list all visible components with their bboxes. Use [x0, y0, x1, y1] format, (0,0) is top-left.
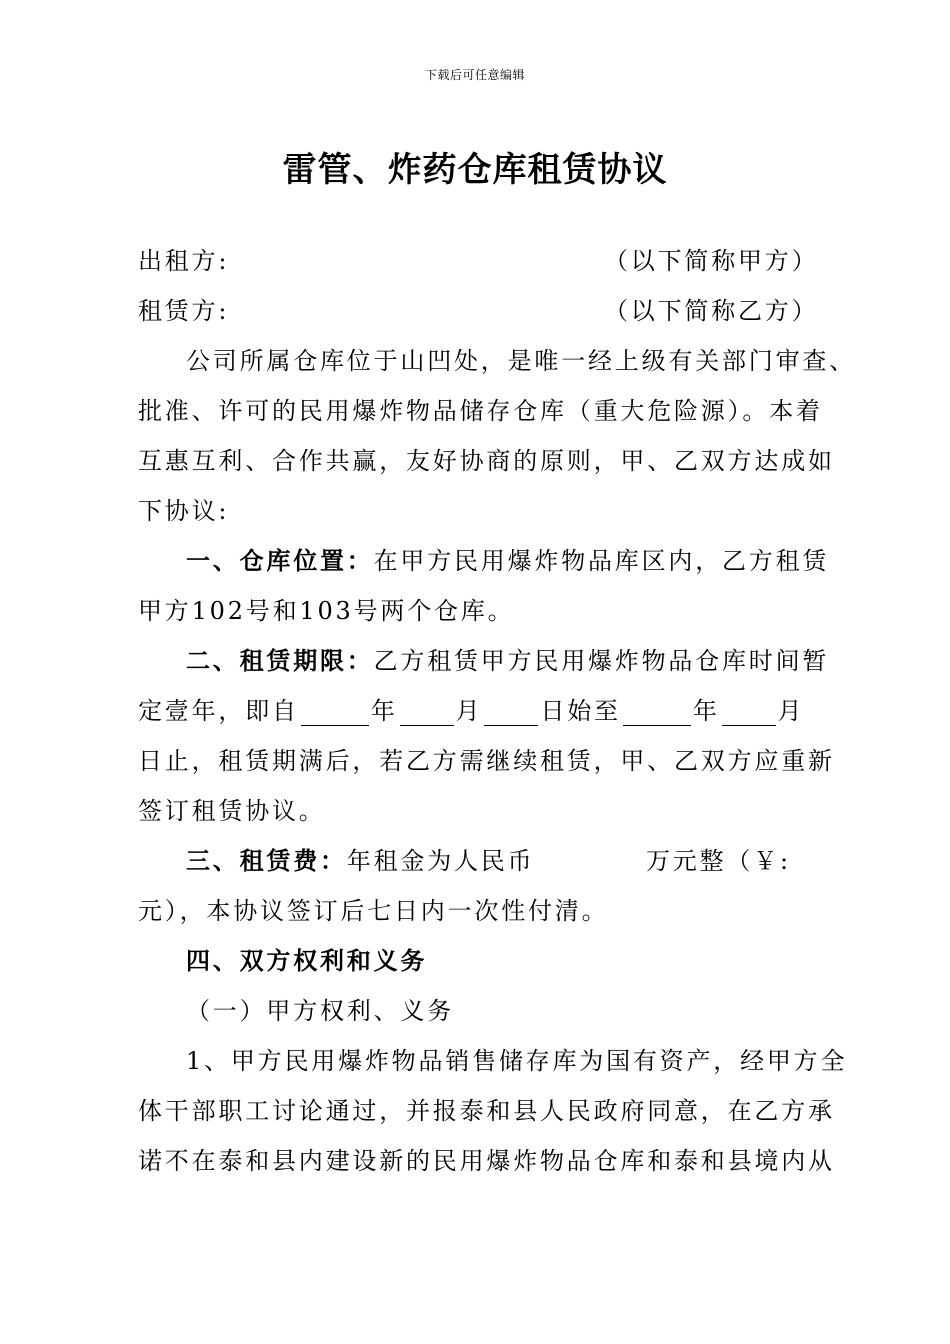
s2-line-2 — [138, 696, 818, 726]
s1-heading: 一、仓库位置： — [186, 547, 374, 575]
header-note: 下载后可任意编辑 — [424, 68, 525, 82]
lessor-line — [138, 246, 818, 276]
intro-line-3: 互惠互利、合作共赢，友好协商的原则，甲、乙双方达成如 — [138, 447, 835, 475]
document-title: 雷管、炸药仓库租赁协议 — [282, 150, 668, 190]
s2-line-1 — [186, 646, 866, 676]
start-month-blank[interactable] — [400, 701, 454, 726]
lessor-note: （以下简称甲方） — [604, 247, 819, 275]
intro-line-4: 下协议: — [138, 497, 230, 525]
start-year-blank[interactable] — [301, 701, 369, 726]
s1-line-2: 甲方102号和103号两个仓库。 — [138, 597, 515, 625]
intro-line-1: 公司所属仓库位于山凹处，是唯一经上级有关部门审查、 — [186, 347, 856, 375]
s2-text-2d: 日始至 — [540, 697, 621, 725]
s4-para1-line-2: 体干部职工讨论通过，并报泰和县人民政府同意，在乙方承 — [138, 1097, 835, 1125]
lessee-label: 租赁方: — [138, 297, 230, 325]
lessee-line — [138, 296, 818, 326]
s2-text-2c: 月 — [455, 697, 483, 725]
lessor-label: 出租方: — [138, 247, 230, 275]
s2-line-4: 签订租赁协议。 — [138, 797, 326, 825]
s4-para1-line-3: 诺不在泰和县内建设新的民用爆炸物品仓库和泰和县境内从 — [138, 1147, 835, 1175]
s3-heading: 三、租赁费： — [186, 847, 347, 875]
s2-text-2a: 定壹年，即自 — [138, 697, 299, 725]
s3-line-1 — [186, 846, 866, 876]
s3-text-1a: 年租金为人民币 — [346, 847, 535, 875]
s4-para1-line-1: 1、甲方民用爆炸物品销售储存库为国有资产，经甲方全 — [186, 1047, 848, 1075]
s2-line-3: 日止，租赁期满后，若乙方需继续租赁，甲、乙双方应重新 — [138, 747, 835, 775]
s3-text-1b: 万元整（￥: — [646, 847, 791, 875]
end-month-blank[interactable] — [722, 701, 776, 726]
s2-heading: 二、租赁期限： — [186, 647, 374, 675]
s2-text-2f: 月 — [777, 697, 805, 725]
end-year-blank[interactable] — [623, 701, 691, 726]
s4-subheading-1: （一）甲方权利、义务 — [186, 997, 454, 1025]
s4-heading: 四、双方权利和义务 — [186, 947, 428, 975]
s2-text-2e: 年 — [692, 697, 720, 725]
s2-text-2b: 年 — [370, 697, 398, 725]
intro-line-2: 批准、许可的民用爆炸物品储存仓库（重大危险源）。本着 — [138, 397, 823, 425]
s1-line-1 — [186, 546, 866, 576]
s1-text-1: 在甲方民用爆炸物品库区内，乙方租赁 — [373, 547, 830, 575]
s3-line-2: 元），本协议签订后七日内一次性付清。 — [138, 897, 609, 925]
lessee-note: （以下简称乙方） — [604, 297, 819, 325]
s2-text-1: 乙方租赁甲方民用爆炸物品仓库时间暂 — [373, 647, 830, 675]
start-day-blank[interactable] — [484, 701, 538, 726]
